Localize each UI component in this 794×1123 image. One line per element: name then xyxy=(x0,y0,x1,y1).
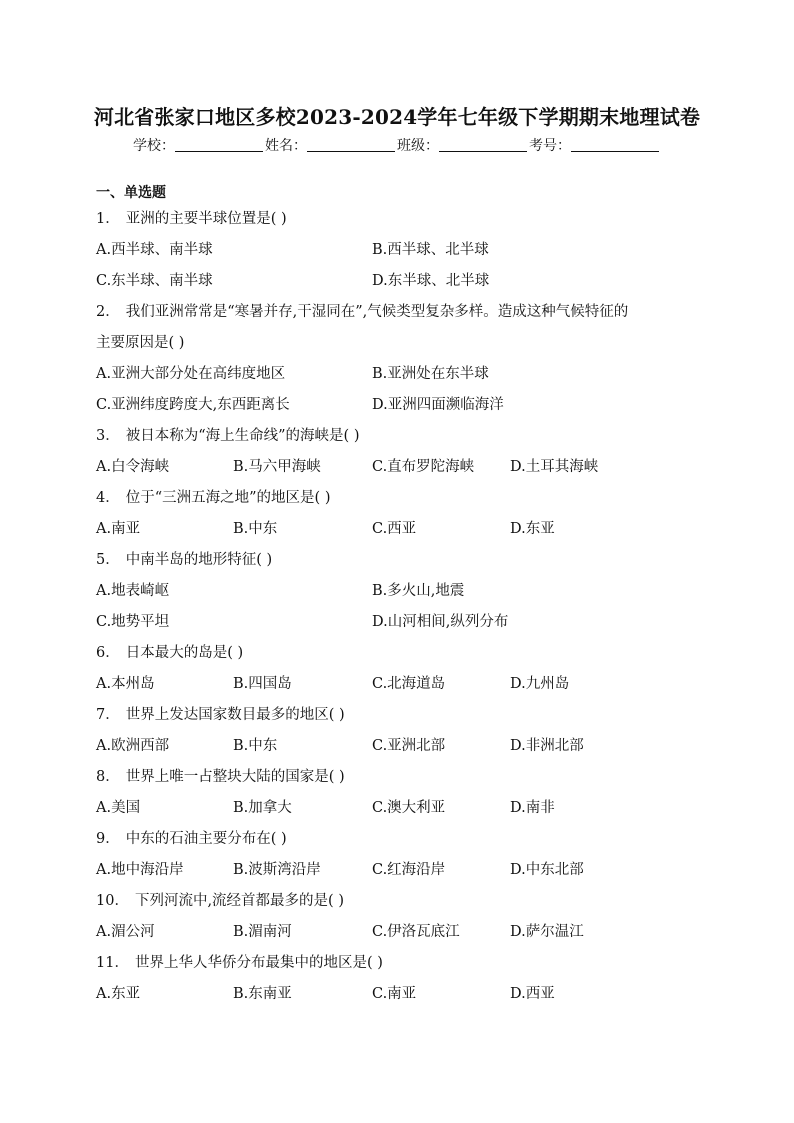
answer-option: B.波斯湾沿岸 xyxy=(233,862,321,878)
answer-option: A.地中海沿岸 xyxy=(96,862,184,878)
question-stem xyxy=(96,765,345,786)
question-text: 世界上发达国家数目最多的地区( ) xyxy=(125,707,345,723)
question-number: 10． xyxy=(96,893,129,909)
answer-option: D.非洲北部 xyxy=(510,738,584,754)
school-blank[interactable] xyxy=(175,137,263,152)
question-number: 7． xyxy=(96,707,120,723)
question-stem xyxy=(96,703,345,724)
answer-option: D.土耳其海峡 xyxy=(510,459,599,475)
answer-option: C.伊洛瓦底江 xyxy=(372,924,460,940)
question-text: 世界上唯一占整块大陆的国家是( ) xyxy=(125,769,345,785)
question-text: 中东的石油主要分布在( ) xyxy=(125,831,287,847)
exam-number-label: 考号： xyxy=(529,138,571,154)
question-text: 我们亚洲常常是“寒暑并存,干湿同在”,气候类型复杂多样。造成这种气候特征的 xyxy=(125,304,629,320)
question-number: 11． xyxy=(96,955,129,971)
answer-option: D.东半球、北半球 xyxy=(372,273,490,289)
answer-option: C.直布罗陀海峡 xyxy=(372,459,475,475)
answer-option: C.亚洲纬度跨度大,东西距离长 xyxy=(96,397,290,413)
answer-option: B.加拿大 xyxy=(233,800,292,816)
answer-option: D.萨尔温江 xyxy=(510,924,584,940)
question-number: 1． xyxy=(96,211,120,227)
answer-option: B.东南亚 xyxy=(233,986,292,1002)
answer-option: D.西亚 xyxy=(510,986,555,1002)
answer-option: D.南非 xyxy=(510,800,555,816)
answer-option: C.亚洲北部 xyxy=(372,738,446,754)
answer-option: B.亚洲处在东半球 xyxy=(372,366,489,382)
answer-option: C.红海沿岸 xyxy=(372,862,446,878)
section-heading: 一、单选题 xyxy=(96,185,166,201)
question-number: 9． xyxy=(96,831,120,847)
question-stem xyxy=(96,207,287,228)
answer-option: A.美国 xyxy=(96,800,141,816)
question-text: 被日本称为“海上生命线”的海峡是( ) xyxy=(125,428,360,444)
question-stem xyxy=(96,486,330,507)
name-blank[interactable] xyxy=(307,137,395,152)
answer-option: B.中东 xyxy=(233,521,278,537)
answer-option: A.欧洲西部 xyxy=(96,738,170,754)
question-text: 位于“三洲五海之地”的地区是( ) xyxy=(125,490,331,506)
question-number: 8． xyxy=(96,769,120,785)
answer-option: B.多火山,地震 xyxy=(372,583,465,599)
question-stem xyxy=(96,889,344,910)
answer-option: A.南亚 xyxy=(96,521,141,537)
question-stem xyxy=(96,827,287,848)
answer-option: A.湄公河 xyxy=(96,924,155,940)
answer-option: D.中东北部 xyxy=(510,862,584,878)
question-stem xyxy=(96,641,243,662)
answer-option: A.亚洲大部分处在高纬度地区 xyxy=(96,366,286,382)
question-stem xyxy=(96,951,383,972)
name-label: 姓名： xyxy=(265,138,307,154)
question-number: 3． xyxy=(96,428,120,444)
answer-option: B.中东 xyxy=(233,738,278,754)
question-text: 日本最大的岛是( ) xyxy=(125,645,244,661)
answer-option: C.澳大利亚 xyxy=(372,800,446,816)
answer-option: D.山河相间,纵列分布 xyxy=(372,614,509,630)
question-number: 5． xyxy=(96,552,120,568)
answer-option: A.本州岛 xyxy=(96,676,155,692)
answer-option: C.地势平坦 xyxy=(96,614,170,630)
question-text-continued: 主要原因是( ) xyxy=(96,335,185,351)
class-label: 班级： xyxy=(397,138,439,154)
question-text: 亚洲的主要半球位置是( ) xyxy=(125,211,287,227)
class-blank[interactable] xyxy=(439,137,527,152)
question-number: 6． xyxy=(96,645,120,661)
name-field xyxy=(265,135,397,155)
answer-option: A.西半球、南半球 xyxy=(96,242,213,258)
answer-option: C.南亚 xyxy=(372,986,417,1002)
answer-option: B.马六甲海峡 xyxy=(233,459,321,475)
answer-option: A.白令海峡 xyxy=(96,459,170,475)
answer-option: B.四国岛 xyxy=(233,676,292,692)
question-text: 下列河流中,流经首都最多的是( ) xyxy=(134,893,344,909)
answer-option: D.东亚 xyxy=(510,521,555,537)
question-number: 4． xyxy=(96,490,120,506)
exam-number-field xyxy=(529,135,661,155)
answer-option: B.湄南河 xyxy=(233,924,292,940)
answer-option: D.九州岛 xyxy=(510,676,570,692)
answer-option: A.东亚 xyxy=(96,986,141,1002)
exam-title: 河北省张家口地区多校2023-2024学年七年级下学期期末地理试卷 xyxy=(93,105,701,129)
answer-option: A.地表崎岖 xyxy=(96,583,170,599)
class-field xyxy=(397,135,529,155)
school-label: 学校： xyxy=(133,138,175,154)
answer-option: C.北海道岛 xyxy=(372,676,446,692)
question-stem xyxy=(96,300,628,321)
student-info-line xyxy=(0,135,794,155)
school-field xyxy=(133,135,265,155)
question-text: 中南半岛的地形特征( ) xyxy=(125,552,273,568)
answer-option: C.西亚 xyxy=(372,521,417,537)
answer-option: B.西半球、北半球 xyxy=(372,242,489,258)
question-stem xyxy=(96,548,272,569)
question-stem xyxy=(96,424,359,445)
question-number: 2． xyxy=(96,304,120,320)
answer-option: C.东半球、南半球 xyxy=(96,273,213,289)
exam-number-blank[interactable] xyxy=(571,137,659,152)
question-text: 世界上华人华侨分布最集中的地区是( ) xyxy=(134,955,383,971)
answer-option: D.亚洲四面濒临海洋 xyxy=(372,397,504,413)
